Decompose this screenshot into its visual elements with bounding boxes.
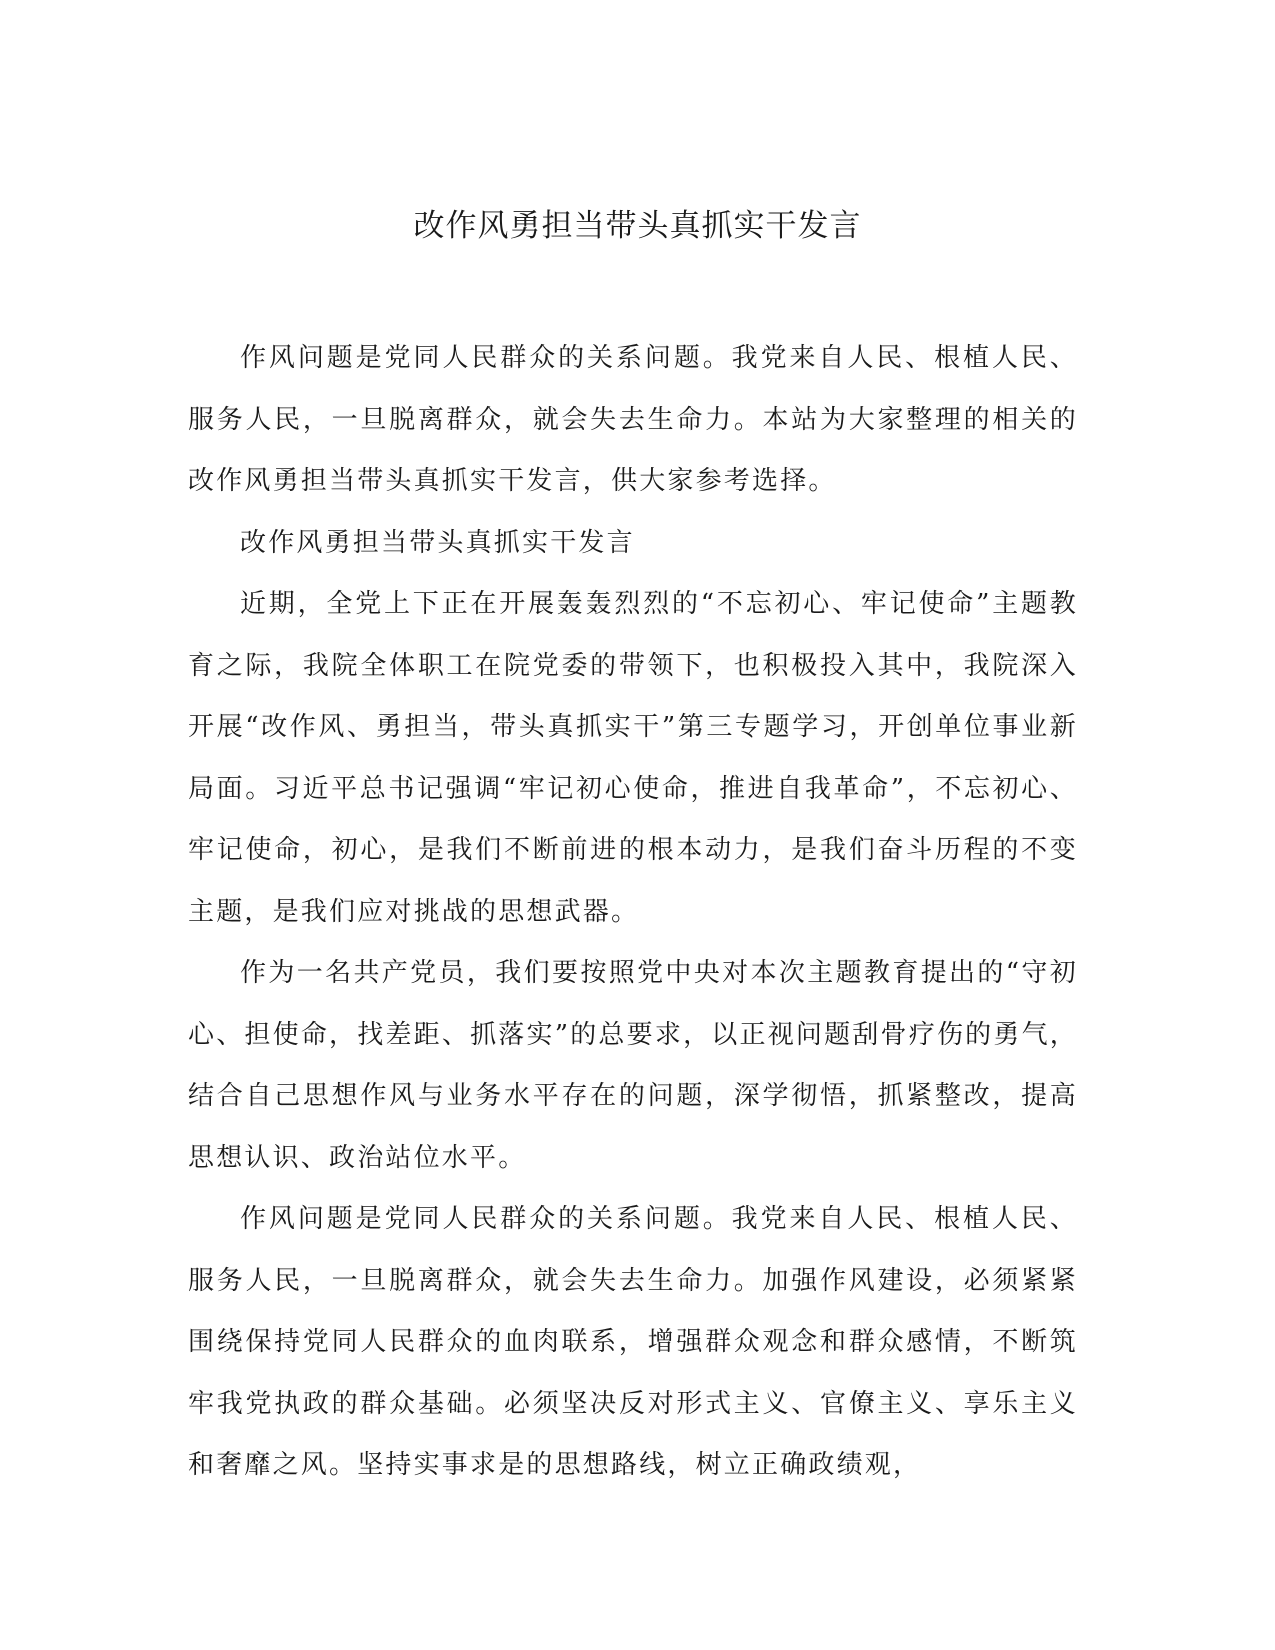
paragraph-subtitle: 改作风勇担当带头真抓实干发言 bbox=[240, 527, 635, 558]
paragraph-intro: 作风问题是党同人民群众的关系问题。我党来自人民、根植人民、服务人民，一旦脱离群众，就会失去生命力。本站为大家整理的相关的改作风勇担当带头真抓实干发言，供大家参考选择。 bbox=[188, 343, 1078, 496]
paragraph-work-style: 作风问题是党同人民群众的关系问题。我党来自人民、根植人民、服务人民，一旦脱离群众，就会失去生命力。加强作风建设，必须紧紧围绕保持党同人民群众的血肉联系，增强群众观念和群众感情，不断筑牢我党执政的群众基础。必须坚决反对形式主义、官僚主义、享乐主义和奢靡之风。坚持实事求是的思想路线，树立正确政绩观， bbox=[188, 1204, 1078, 1480]
document-title: 改作风勇担当带头真抓实干发言 bbox=[413, 208, 862, 244]
document-body bbox=[188, 328, 1078, 1497]
paragraph-party-member: 作为一名共产党员，我们要按照党中央对本次主题教育提出的“守初心、担使命，找差距、抓落实”的总要求，以正视问题刮骨疗伤的勇气，结合自己思想作风与业务水平存在的问题，深学彻悟，抓紧整改，提高思想认识、政治站位水平。 bbox=[188, 958, 1078, 1173]
paragraph-recent: 近期，全党上下正在开展轰轰烈烈的“不忘初心、牢记使命”主题教育之际，我院全体职工在院党委的带领下，也积极投入其中，我院深入开展“改作风、勇担当，带头真抓实干”第三专题学习，开创单位事业新局面。习近平总书记强调“牢记初心使命，推进自我革命”，不忘初心、牢记使命，初心，是我们不断前进的根本动力，是我们奋斗历程的不变主题，是我们应对挑战的思想武器。 bbox=[188, 589, 1078, 927]
